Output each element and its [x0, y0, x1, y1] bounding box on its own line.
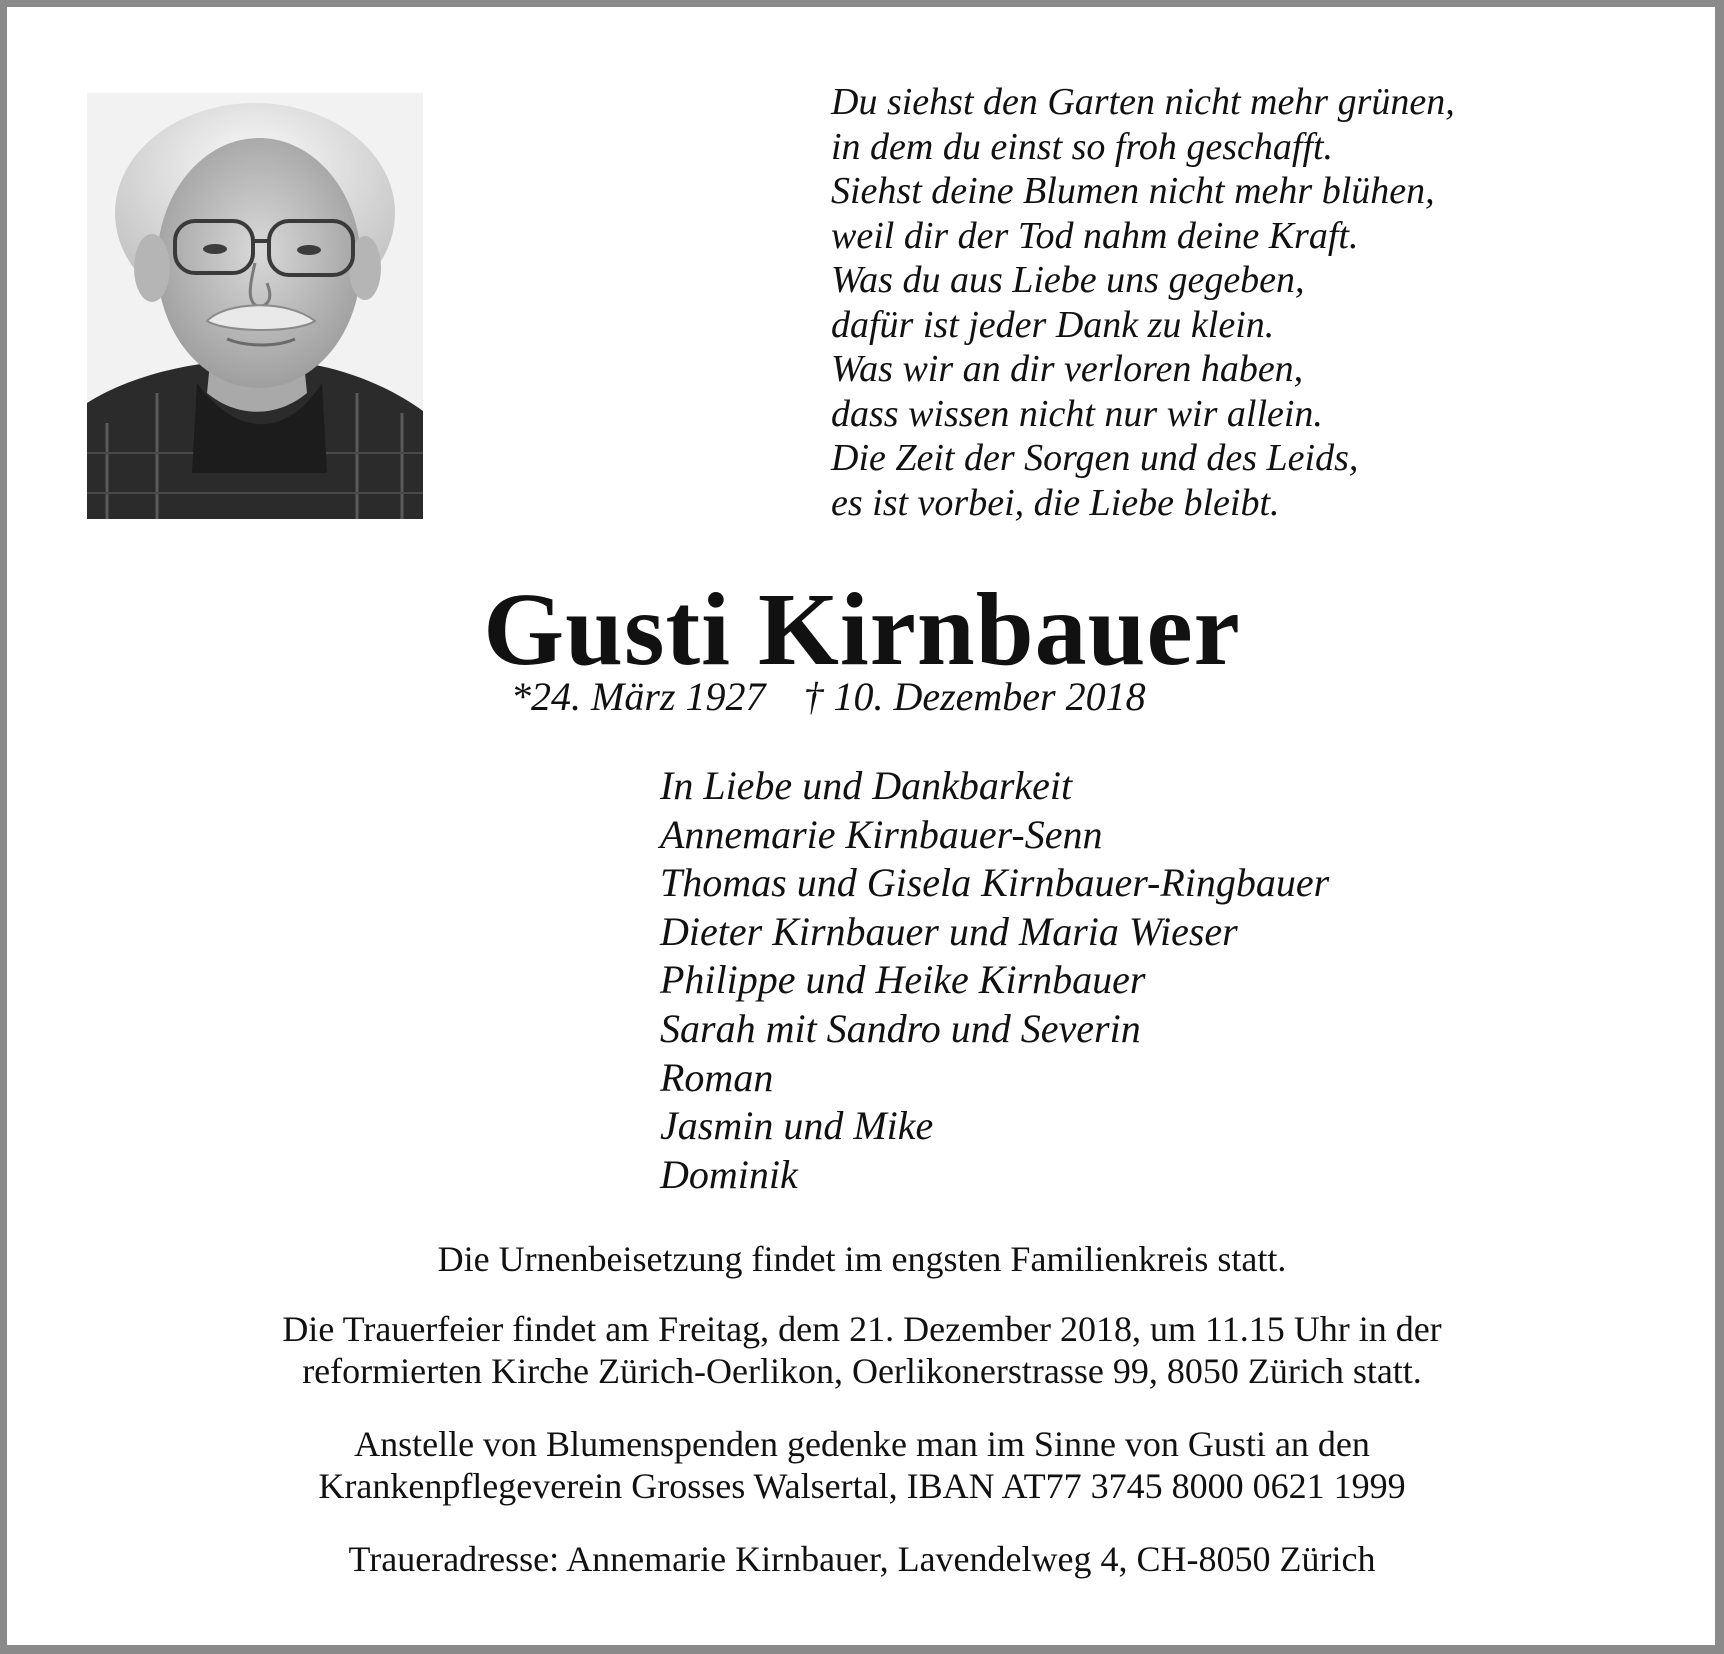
donation-line: Krankenpflegeverein Grosses Walsertal, IBAN AT77 3745 8000 0621 1999: [318, 1466, 1406, 1506]
urn-burial-notice: [0, 1238, 1724, 1280]
mourning-address: [0, 1538, 1724, 1580]
poem-line: dafür ist jeder Dank zu klein.: [831, 303, 1275, 346]
mourner-line: Jasmin und Mike: [660, 1103, 934, 1149]
poem-line: Die Zeit der Sorgen und des Leids,: [831, 437, 1359, 479]
ceremony-notice: [0, 1308, 1724, 1392]
poem-line: dass wissen nicht nur wir allein.: [831, 392, 1323, 435]
mourner-line: Roman: [660, 1054, 774, 1100]
poem-line: Du siehst den Garten nicht mehr grünen,: [831, 81, 1455, 123]
mourner-line: Annemarie Kirnbauer-Senn: [660, 811, 1103, 857]
ceremony-line: reformierten Kirche Zürich-Oerlikon, Oerlikonerstrasse 99, 8050 Zürich statt.: [302, 1351, 1422, 1391]
mourner-line: In Liebe und Dankbarkeit: [660, 763, 1073, 808]
address-line: Traueradresse: Annemarie Kirnbauer, Lavendelweg 4, CH-8050 Zürich: [348, 1539, 1376, 1579]
mourner-line: Thomas und Gisela Kirnbauer-Ringbauer: [660, 860, 1330, 906]
mourner-line: Sarah mit Sandro und Severin: [660, 1005, 1141, 1051]
donation-notice: [0, 1423, 1724, 1507]
death-date: † 10. Dezember 2018: [803, 674, 1146, 719]
mourner-line: Dieter Kirnbauer und Maria Wieser: [660, 908, 1238, 954]
poem-line: Was du aus Liebe uns gegeben,: [831, 259, 1305, 301]
poem-line: Siehst deine Blumen nicht mehr blühen,: [831, 170, 1435, 212]
poem: [831, 80, 1591, 525]
donation-line: Anstelle von Blumenspenden gedenke man im Sinne von Gusti an den: [354, 1424, 1370, 1464]
life-dates: [511, 672, 1146, 722]
deceased-name: Gusti Kirnbauer: [483, 572, 1241, 687]
poem-line: weil dir der Tod nahm deine Kraft.: [831, 214, 1359, 257]
ceremony-line: Die Trauerfeier findet am Freitag, dem 21. Dezember 2018, um 11.15 Uhr in der: [282, 1309, 1442, 1349]
poem-line: es ist vorbei, die Liebe bleibt.: [831, 481, 1280, 524]
urn-line: Die Urnenbeisetzung findet im engsten Familienkreis statt.: [437, 1239, 1287, 1279]
mourner-line: Dominik: [660, 1151, 798, 1197]
portrait-photo: [87, 93, 423, 519]
birth-date: *24. März 1927: [511, 674, 766, 719]
poem-line: in dem du einst so froh geschafft.: [831, 125, 1334, 168]
poem-line: Was wir an dir verloren haben,: [831, 348, 1304, 390]
mourners-list: [660, 762, 1329, 1199]
mourner-line: Philippe und Heike Kirnbauer: [660, 957, 1146, 1003]
